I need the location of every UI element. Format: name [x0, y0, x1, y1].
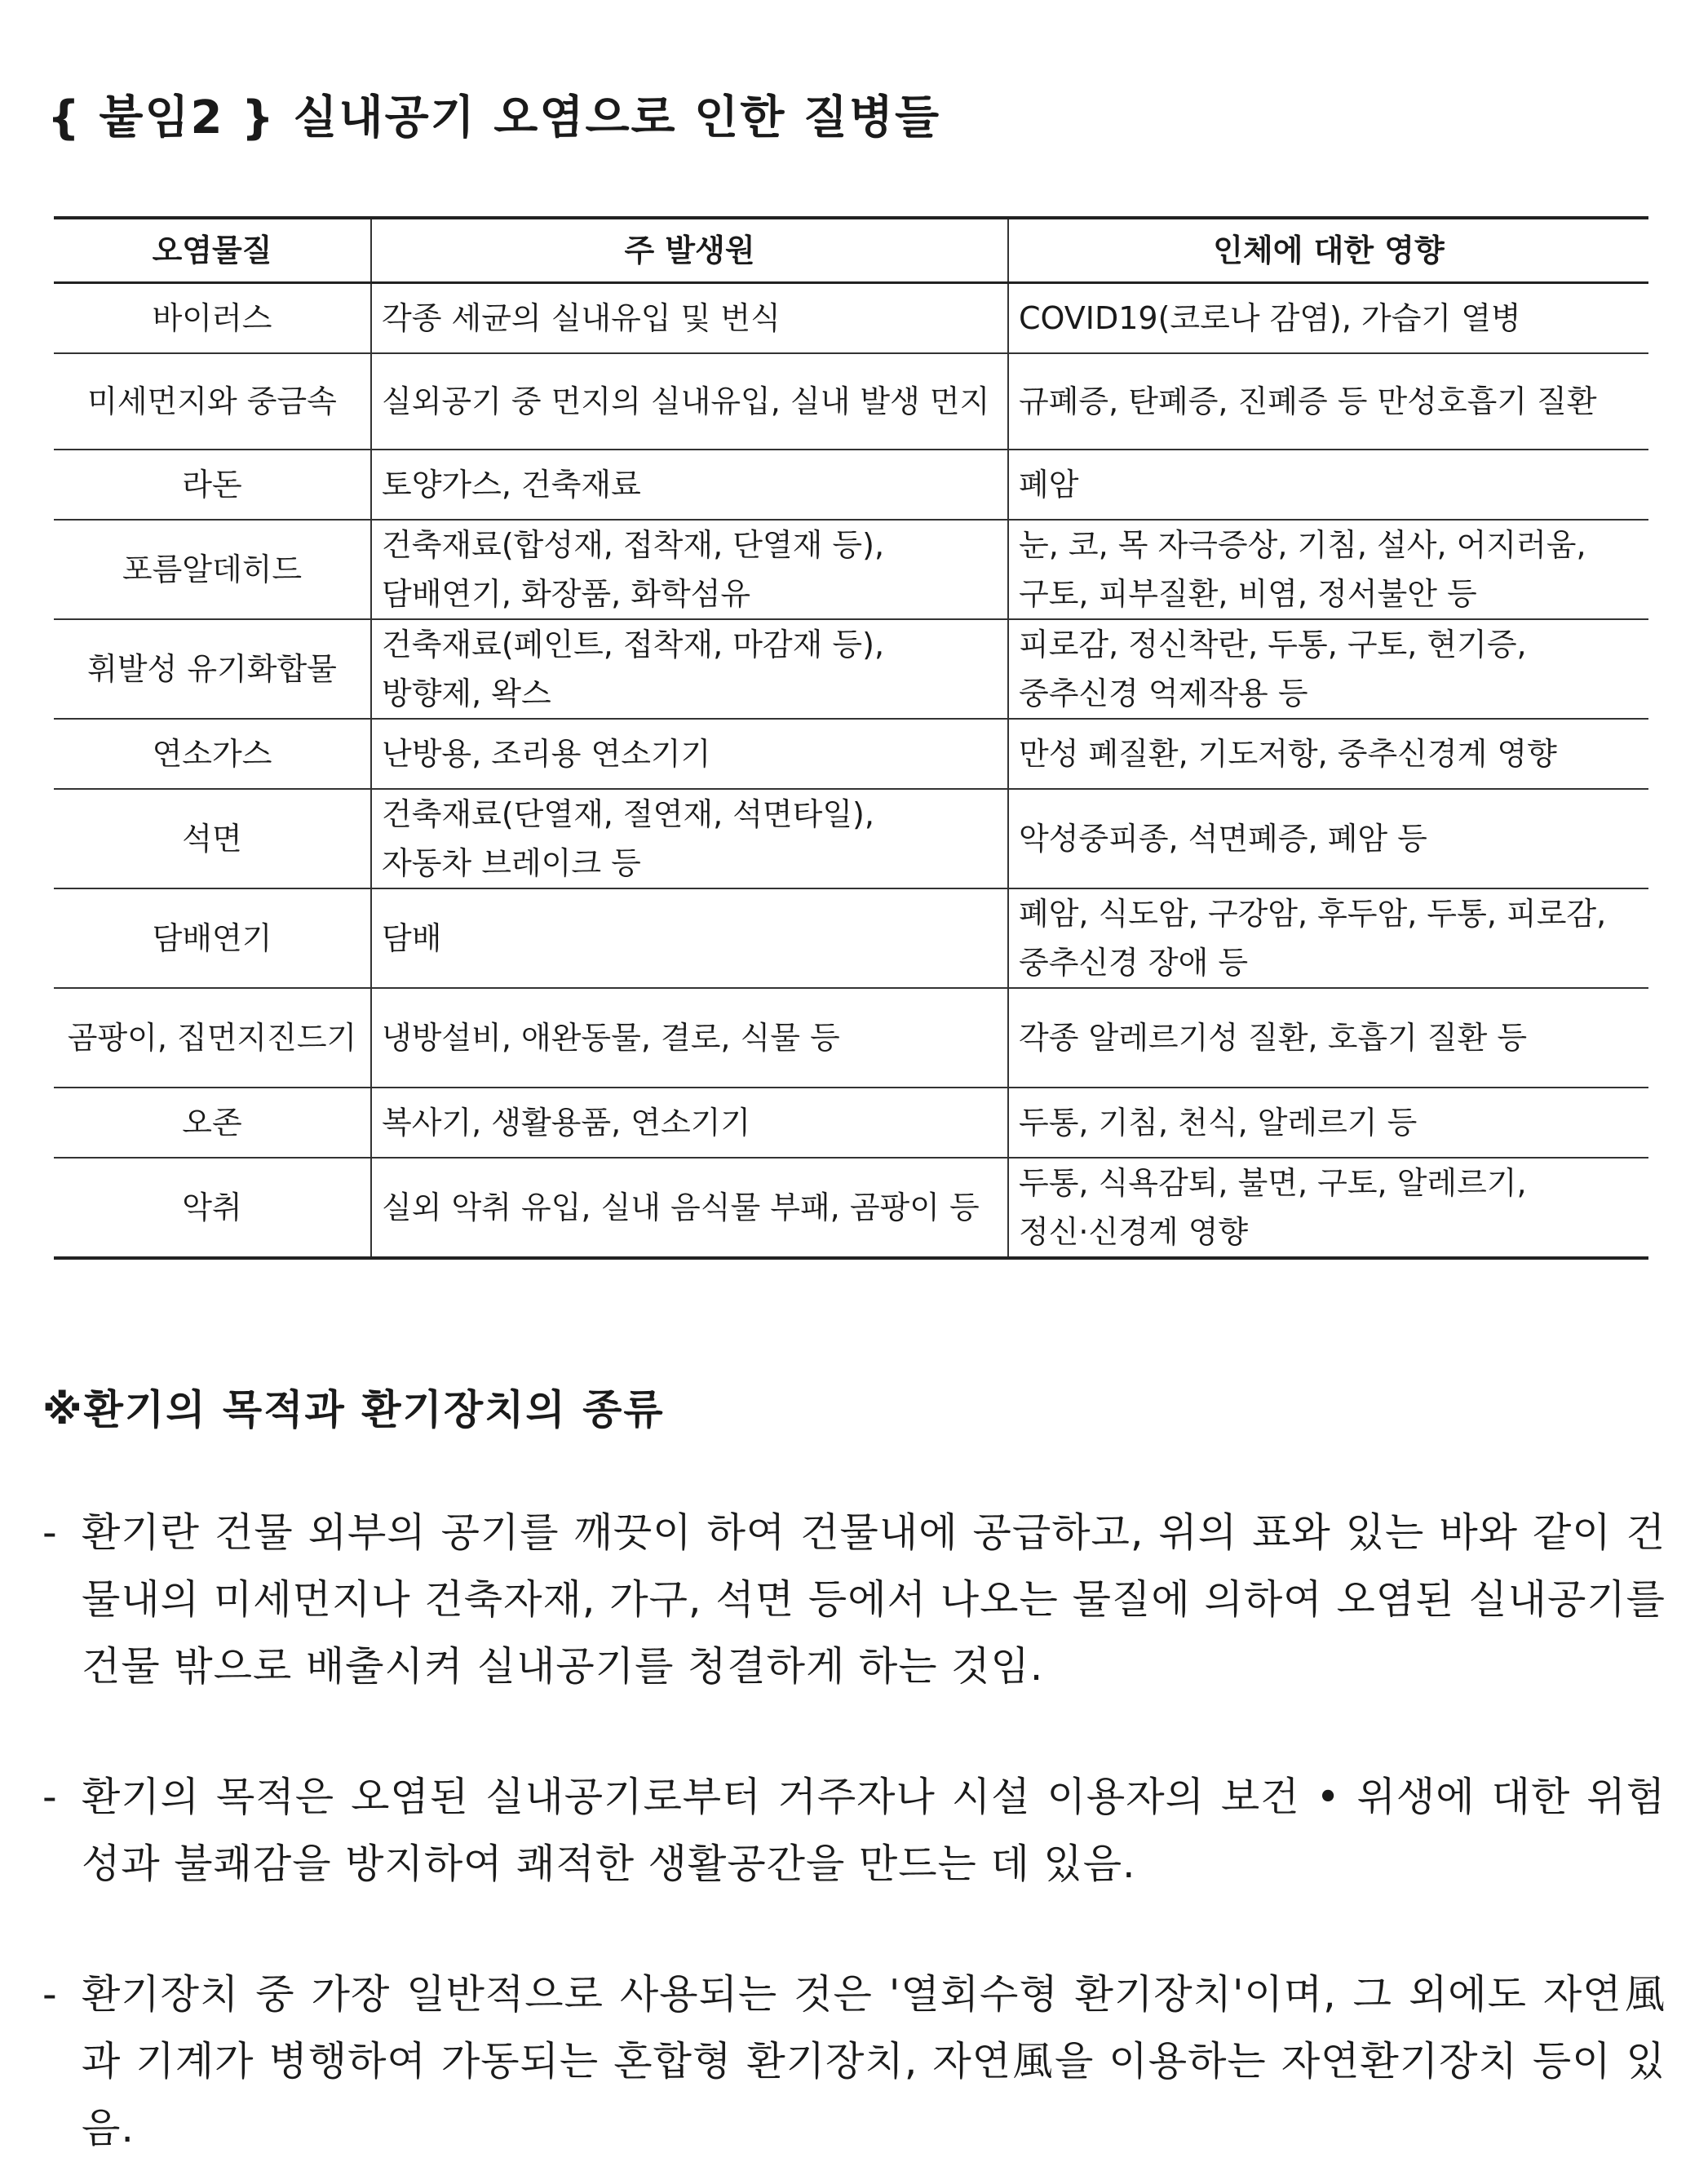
source-line: 토양가스, 건축재료	[382, 467, 641, 503]
source-line: 방향제, 왁스	[382, 676, 551, 711]
effect-line: 만성 폐질환, 기도저항, 중추신경계 영향	[1019, 736, 1557, 772]
effect-line: 두통, 기침, 천식, 알레르기 등	[1019, 1105, 1418, 1141]
effect-cell	[1008, 450, 1648, 520]
effect-cell	[1008, 520, 1648, 619]
pollutant-cell: 곰팡이, 집먼지진드기	[54, 988, 371, 1088]
table-header-row	[54, 218, 1648, 283]
source-cell	[371, 283, 1008, 354]
source-line: 냉방설비, 애완동물, 결로, 식물 등	[382, 1020, 840, 1056]
pollutant-cell: 담배연기	[54, 888, 371, 988]
table-row	[54, 719, 1648, 789]
paragraph-text: 환기장치 중 가장 일반적으로 사용되는 것은 '열회수형 환기장치'이며, 그 외에도 자연風과 기계가 병행하여 가동되는 혼합형 환기장치, 자연風을 이용하는 자연환기장치 등이 있음.	[82, 1971, 1666, 2151]
effect-line: 폐암	[1019, 467, 1079, 503]
table-row	[54, 450, 1648, 520]
pollutant-cell: 석면	[54, 789, 371, 888]
source-cell	[371, 619, 1008, 719]
effect-line: 악성중피종, 석면폐증, 폐암 등	[1019, 821, 1427, 857]
pollutant-cell: 포름알데히드	[54, 520, 371, 619]
source-line: 담배	[382, 920, 442, 956]
pollutant-cell: 악취	[54, 1158, 371, 1258]
effect-cell	[1008, 353, 1648, 450]
section-title: ※환기의 목적과 환기장치의 종류	[42, 1386, 665, 1433]
column-header-pollutant: 오염물질	[54, 218, 371, 283]
effect-line: 폐암, 식도암, 구강암, 후두암, 두통, 피로감,	[1019, 896, 1607, 932]
source-line: 건축재료(페인트, 접착재, 마감재 등),	[382, 627, 885, 662]
source-cell	[371, 888, 1008, 988]
column-header-effect: 인체에 대한 영향	[1008, 218, 1648, 283]
effect-cell	[1008, 719, 1648, 789]
source-line: 난방용, 조리용 연소기기	[382, 736, 711, 772]
effect-line: COVID19(코로나 감염), 가습기 열병	[1019, 300, 1521, 336]
source-cell	[371, 520, 1008, 619]
source-cell	[371, 450, 1008, 520]
effect-line: 눈, 코, 목 자극증상, 기침, 설사, 어지러움,	[1019, 527, 1586, 563]
source-cell	[371, 988, 1008, 1088]
list-dash: -	[42, 1509, 58, 1556]
effect-line: 중추신경 억제작용 등	[1019, 676, 1308, 711]
effect-line: 정신·신경계 영향	[1019, 1214, 1249, 1250]
source-line: 담배연기, 화장품, 화학섬유	[382, 576, 751, 612]
table-row	[54, 988, 1648, 1088]
table-row	[54, 789, 1648, 888]
source-cell	[371, 1158, 1008, 1258]
effect-line: 두통, 식욕감퇴, 불면, 구토, 알레르기,	[1019, 1165, 1527, 1201]
pollutant-cell: 연소가스	[54, 719, 371, 789]
effect-line: 구토, 피부질환, 비염, 정서불안 등	[1019, 576, 1477, 612]
pollutant-cell: 미세먼지와 중금속	[54, 353, 371, 450]
page-title: { 붙임2 } 실내공기 오염으로 인한 질병들	[47, 91, 941, 144]
source-line: 건축재료(합성재, 접착재, 단열재 등),	[382, 527, 885, 563]
effect-cell	[1008, 283, 1648, 354]
table-row	[54, 619, 1648, 719]
pollutant-cell: 휘발성 유기화합물	[54, 619, 371, 719]
table-row	[54, 353, 1648, 450]
list-dash: -	[42, 1774, 58, 1820]
table-row	[54, 888, 1648, 988]
table-row	[54, 1158, 1648, 1258]
effect-cell	[1008, 789, 1648, 888]
effect-cell	[1008, 1158, 1648, 1258]
table-row	[54, 1088, 1648, 1158]
paragraph-ventilation-types	[42, 1961, 1666, 2162]
table-row	[54, 283, 1648, 354]
effect-cell	[1008, 1088, 1648, 1158]
list-dash: -	[42, 1971, 58, 2018]
paragraph-text: 환기란 건물 외부의 공기를 깨끗이 하여 건물내에 공급하고, 위의 표와 있는 바와 같이 건물내의 미세먼지나 건축자재, 가구, 석면 등에서 나오는 물질에 의하여 오염된 실내공기를 건물 밖으로 배출시켜 실내공기를 청결하게 하는 것임.	[82, 1509, 1666, 1690]
source-line: 실외 악취 유입, 실내 음식물 부패, 곰팡이 등	[382, 1190, 980, 1225]
table-row	[54, 520, 1648, 619]
effect-cell	[1008, 888, 1648, 988]
pollutant-table	[54, 216, 1648, 1260]
source-line: 복사기, 생활용품, 연소기기	[382, 1105, 751, 1141]
source-line: 자동차 브레이크 등	[382, 845, 641, 881]
paragraph-ventilation-purpose	[42, 1764, 1666, 1898]
source-cell	[371, 1088, 1008, 1158]
source-cell	[371, 353, 1008, 450]
column-header-source: 주 발생원	[371, 218, 1008, 283]
effect-cell	[1008, 988, 1648, 1088]
source-cell	[371, 789, 1008, 888]
effect-line: 규폐증, 탄폐증, 진폐증 등 만성호흡기 질환	[1019, 383, 1597, 419]
source-line: 실외공기 중 먼지의 실내유입, 실내 발생 먼지	[382, 383, 990, 419]
effect-line: 피로감, 정신착란, 두통, 구토, 현기증,	[1019, 627, 1527, 662]
pollutant-cell: 오존	[54, 1088, 371, 1158]
effect-cell	[1008, 619, 1648, 719]
source-cell	[371, 719, 1008, 789]
pollutant-cell: 바이러스	[54, 283, 371, 354]
paragraph-text: 환기의 목적은 오염된 실내공기로부터 거주자나 시설 이용자의 보건 • 위생에 대한 위험성과 불쾌감을 방지하여 쾌적한 생활공간을 만드는 데 있음.	[82, 1774, 1666, 1887]
source-line: 각종 세균의 실내유입 및 번식	[382, 300, 781, 336]
paragraph-ventilation-definition	[42, 1500, 1666, 1700]
pollutant-cell: 라돈	[54, 450, 371, 520]
effect-line: 중추신경 장애 등	[1019, 945, 1249, 981]
effect-line: 각종 알레르기성 질환, 호흡기 질환 등	[1019, 1020, 1528, 1056]
source-line: 건축재료(단열재, 절연재, 석면타일),	[382, 796, 874, 832]
